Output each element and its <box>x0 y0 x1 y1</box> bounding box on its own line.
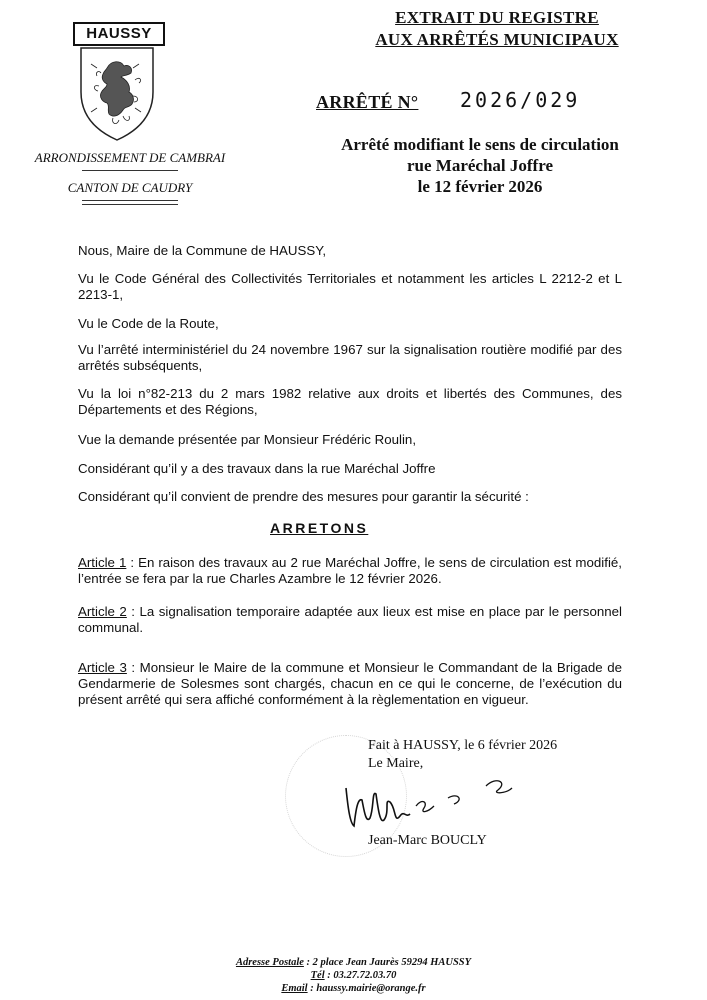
vu-demande-text: Vue la demande présentée par Monsieur Frédéric Roulin, <box>78 432 417 447</box>
article-3-label: Article 3 <box>78 660 127 675</box>
register-title-line1: EXTRAIT DU REGISTRE <box>395 8 599 27</box>
footer-phone <box>0 970 707 981</box>
considerant-travaux-text: Considérant qu’il y a des travaux dans la rue Maréchal Joffre <box>78 461 436 476</box>
article-1-text: : En raison des travaux au 2 rue Maréchal Joffre, le sens de circulation est modifié, l’entrée se fera par la rue Charles Azambre le 12 février 2026. <box>78 555 622 586</box>
footer-address <box>0 957 707 968</box>
coat-of-arms-lion-icon <box>77 46 157 142</box>
commune-name-label: HAUSSY <box>73 22 165 46</box>
coat-of-arms-block <box>73 16 163 144</box>
vu-code-route-text: Vu le Code de la Route, <box>78 316 219 331</box>
subject-line3: le 12 février 2026 <box>417 177 543 196</box>
signatory-name: Jean-Marc BOUCLY <box>368 833 487 848</box>
vu-cgct-text: Vu le Code Général des Collectivités Territoriales et notamment les articles L 2212-2 et L 2213-1, <box>78 271 622 302</box>
vu-arrete-text: Vu l’arrêté interministériel du 24 novembre 1967 sur la signalisation routière modifié par des arrêtés subséquents, <box>78 342 622 373</box>
article-1-label: Article 1 <box>78 555 127 570</box>
register-title-line2: AUX ARRÊTÉS MUNICIPAUX <box>375 30 619 49</box>
footer-phone-value: : 03.27.72.03.70 <box>324 970 397 981</box>
signature-place-date: Fait à HAUSSY, le 6 février 2026 <box>368 738 558 753</box>
divider <box>82 200 178 201</box>
signature-title: Le Maire, <box>368 756 424 771</box>
article-1 <box>78 555 622 587</box>
considerant-securite-text: Considérant qu’il convient de prendre des mesures pour garantir la sécurité : <box>78 489 529 504</box>
vu-loi-text: Vu la loi n°82-213 du 2 mars 1982 relative aux droits et libertés des Communes, des Départements et des Régions, <box>78 386 622 417</box>
arrete-number-label: ARRÊTÉ N° <box>316 92 419 112</box>
article-3-text: : Monsieur le Maire de la commune et Monsieur le Commandant de la Brigade de Gendarmerie de Solesmes sont chargés, chacun en ce qui le concerne, de l’exécution du présent arrêté qui sera affiché conformément à la règlementation en vigueur. <box>78 660 622 707</box>
divider <box>82 170 178 171</box>
footer-email-value: : haussy.mairie@orange.fr <box>307 983 426 994</box>
canton-label: CANTON DE CAUDRY <box>67 180 193 195</box>
footer-email-label: Email <box>281 983 308 994</box>
article-3 <box>78 660 622 708</box>
arrondissement-label: ARRONDISSEMENT DE CAMBRAI <box>34 150 226 165</box>
footer-phone-label: Tél <box>310 970 325 981</box>
subject-line1: Arrêté modifiant le sens de circulation <box>341 135 619 154</box>
arretons-heading: ARRETONS <box>270 520 369 536</box>
subject-line2: rue Maréchal Joffre <box>406 156 553 175</box>
divider <box>82 204 178 205</box>
article-2-label: Article 2 <box>78 604 127 619</box>
intro-text: Nous, Maire de la Commune de HAUSSY, <box>78 243 327 258</box>
article-2-text: : La signalisation temporaire adaptée aux lieux est mise en place par le personnel communal. <box>78 604 622 635</box>
article-2 <box>78 604 622 636</box>
footer-address-value: : 2 place Jean Jaurès 59294 HAUSSY <box>303 957 472 968</box>
footer-email <box>0 983 707 994</box>
handwritten-signature-icon <box>336 768 536 838</box>
footer-address-label: Adresse Postale <box>235 957 304 968</box>
arrete-number-value: 2026/029 <box>460 88 581 112</box>
